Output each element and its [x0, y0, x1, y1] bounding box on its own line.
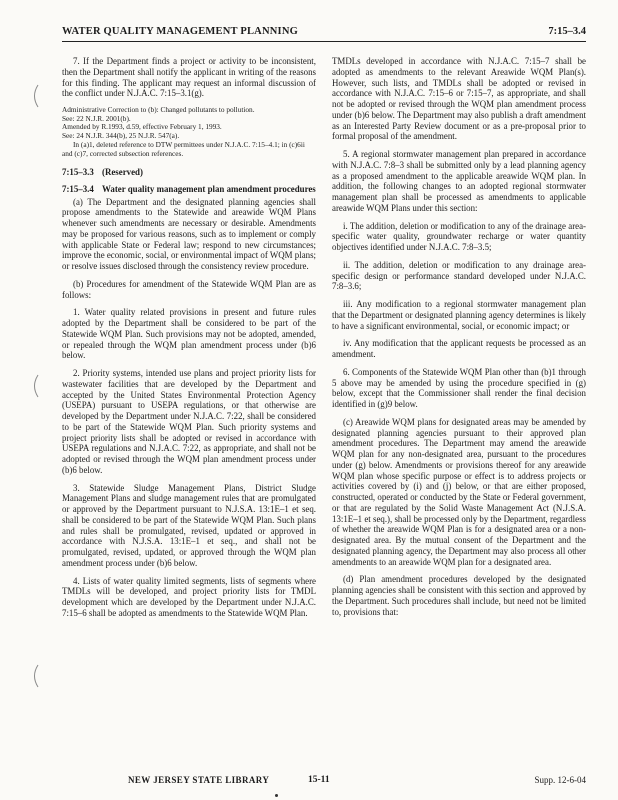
paragraph-b3: 3. Statewide Sludge Management Plans, District Sludge Management Plans and sludge management rules that are promulgated or approved by the Department pursuant to N.J.S.A. 13:1E–1 et seq. shall be considered to be part of the Statewide WQM Plan. Such plans and rules shall be promulgated, revised, updated or approved in accordance with N.J.S.A. 13:1E–1 et seq., and shall not be promulgated, revised, updated, or approved through the WQM plan amendment process under (b)6 below.: [62, 482, 316, 568]
binder-hole-bottom: [30, 664, 40, 688]
source-notes: [62, 106, 316, 158]
paragraph-b4: 4. Lists of water quality limited segments, lists of segments where TMDLs will be developed, and project priority lists for TMDL development which are developed by the Department under N.J.A.C. 7:15–6 shall be adopted as amendments to the Statewide WQM Plan.: [62, 575, 316, 618]
paragraph-b5-iv: iv. Any modification that the applicant requests be processed as an amendment.: [332, 338, 586, 359]
paragraph-b5: 5. A regional stormwater management plan prepared in accordance with N.J.A.C. 7:8–3 shall be submitted only by a lead planning agency as a proposed amendment to the applicable areawide WQM plan. In addition, the following changes to an adopted regional stormwater management plan shall be processed as amendments to applicable areawide WQM Plans under this section:: [332, 149, 586, 213]
paragraph-b1: 1. Water quality related provisions in present and future rules adopted by the Department shall be considered to be part of the Statewide WQM Plan. Such provisions may not be adopted, amended, or repealed through the WQM plan amendment process under (b)6 below.: [62, 307, 316, 361]
left-column: [62, 56, 316, 626]
paragraph-c: (c) Areawide WQM plans for designated areas may be amended by designated planning agencies pursuant to their approved plan amendment procedures. The Department may amend the areawide WQM plan for any non-designated area, pursuant to the procedures under (g) below. Amendments or provisions thereof for any areawide WQM plan whose specific purpose or effect is to address projects or activities covered by (i) and (j) below, or that are either proposed, constructed, operated or conducted by the State or Federal government, or that are regulated by the Solid Waste Management Act (N.J.S.A. 13:1E–1 et seq.), shall be processed only by the Department, regardless of whether the areawide WQM Plan is for a designated area or a non-designated area. By the mutual consent of the Department and the designated planning agency, the Department may also process all other amendments to an areawide WQM plan for a designated area.: [332, 416, 586, 567]
paragraph-b5-ii: ii. The addition, deletion or modification to any drainage area-specific design or performance standard developed under N.J.A.C. 7:8–3.6;: [332, 259, 586, 292]
page-number: 15-11: [308, 775, 330, 785]
source-note: Administrative Correction to (b): Changed pollutants to pollution.: [62, 105, 255, 114]
section-title: (Reserved): [102, 167, 143, 178]
paragraph-b6: 6. Components of the Statewide WQM Plan other than (b)1 through 5 above may be amended by using the procedure specified in (g) below, except that the Commissioner shall render the final decision identified in (g)9 below.: [332, 366, 586, 409]
section-number: 7:15–3.4: [62, 183, 94, 194]
paragraph-d: (d) Plan amendment procedures developed by the designated planning agencies shall be consistent with this section and approved by the Department. Such procedures shall include, but need not be limited to, provisions that:: [332, 574, 586, 617]
header-section-number: 7:15–3.4: [548, 26, 586, 37]
running-header: [62, 24, 586, 42]
section-title: Water quality management plan amendment procedures: [102, 183, 316, 194]
source-note: See: 24 N.J.R. 344(b), 25 N.J.R. 547(a).: [62, 131, 180, 141]
paragraph-b5-iii: iii. Any modification to a regional stormwater management plan that the Department or designated planning agency determines is likely to have a significant environmental, social, or economic impact; or: [332, 299, 586, 331]
page-footer: [62, 775, 586, 789]
paragraph-b4-continued: TMDLs developed in accordance with N.J.A.C. 7:15–7 shall be adopted as amendments to the relevant Areawide WQM Plan(s). However, such lists, and TMDLs shall be adopted or revised in accordance with N.J.A.C. 7:15–6 or 7:15–7, as appropriate, and shall not be adopted or revised through the WQM plan amendment process under (b)6 below. The Department may also publish a draft amendment as an Interested Party Review document or as a pre-proposal prior to formal proposal of the amendment.: [332, 56, 586, 142]
paragraph-a: (a) The Department and the designated planning agencies shall propose amendments to the Statewide and areawide WQM Plans whenever such amendments are necessary or desirable. Amendments may be proposed for various reasons, such as to implement or comply with applicable State or Federal law; respond to new circumstances; improve the economic, social, or environmental impact of WQM plans; or resolve issues disclosed through the consistency review procedure.: [62, 196, 316, 272]
library-stamp: NEW JERSEY STATE LIBRARY: [128, 775, 270, 785]
paragraph-b: (b) Procedures for amendment of the Statewide WQM Plan are as follows:: [62, 278, 316, 300]
header-title: WATER QUALITY MANAGEMENT PLANNING: [62, 26, 298, 37]
paragraph-b5-i: i. The addition, deletion or modification to any of the drainage area-specific water quality, groundwater recharge or water quantity objectives identified under N.J.A.C. 7:8–3.5;: [332, 220, 586, 252]
section-number: 7:15–3.3: [62, 167, 94, 178]
section-heading-3-3: [62, 167, 316, 178]
item-7: 7. If the Department finds a project or activity to be inconsistent, then the Department shall notify the applicant in writing of the reasons for this finding. The applicant may request an informal discussion of the conflict under N.J.A.C. 7:15–3.1(g).: [62, 56, 316, 99]
page-dot: [275, 794, 278, 797]
right-column: [332, 56, 586, 624]
binder-hole-middle: [30, 374, 40, 398]
source-note: Amended by R.1993, d.59, effective February 1, 1993.: [62, 122, 222, 132]
source-note: In (a)1, deleted reference to DTW permittees under N.J.A.C. 7:15–4.1; in (c)6ii and (c)7, corrected subsection references.: [62, 139, 305, 158]
section-heading-3-4: [62, 184, 316, 195]
paragraph-b2: 2. Priority systems, intended use plans and project priority lists for wastewater facilities that are developed by the Department and accepted by the United States Environmental Protection Agency (USEPA) pursuant to USEPA regulations, or that otherwise are developed by the Department under N.J.A.C. 7:22, shall be considered to be part of the Statewide WQM Plan. Such priority systems and project priority lists shall be adopted or revised in accordance with USEPA regulations and N.J.A.C. 7:22, as appropriate, and shall not be adopted or revised through the WQM plan amendment process under (b)6 below.: [62, 368, 316, 475]
binder-hole-top: [30, 84, 40, 108]
supplement-date: Supp. 12-6-04: [534, 775, 586, 785]
source-note: See: 22 N.J.R. 2001(b).: [62, 113, 131, 123]
